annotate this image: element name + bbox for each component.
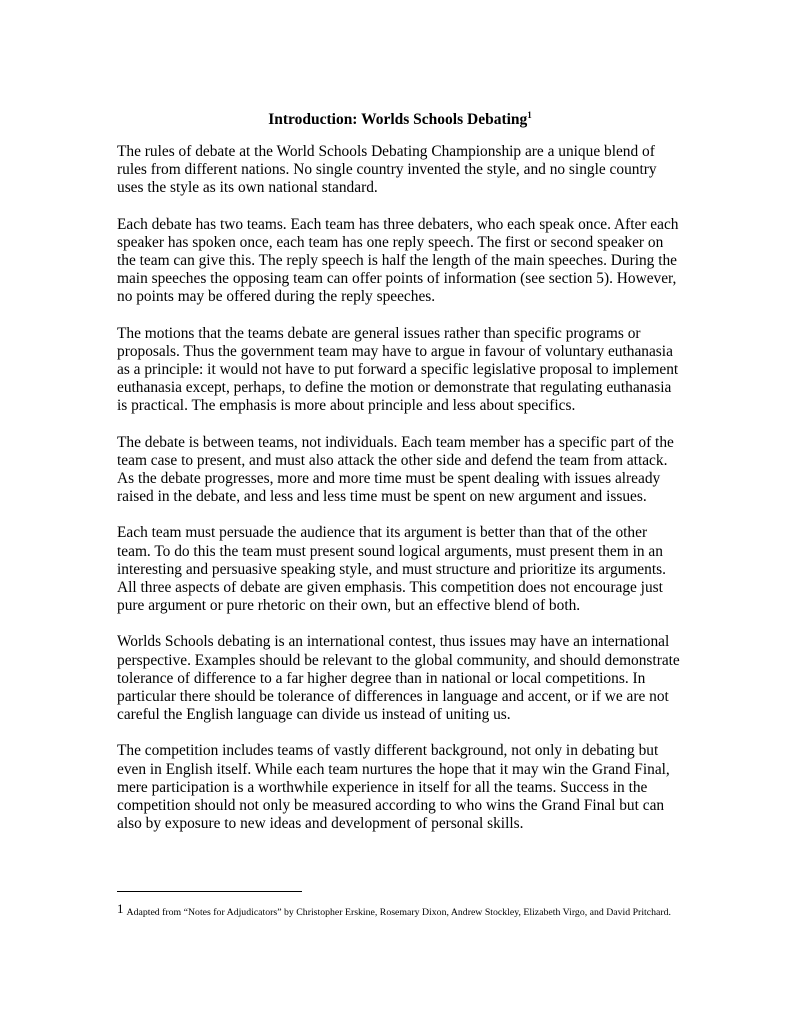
paragraph-1: The rules of debate at the World Schools Debating Championship are a unique blend of rules from different nations. No single country invented the style, and no single country uses the style as its own national standard. (117, 143, 657, 197)
document-body (117, 110, 683, 852)
footnote-mark: 1 (117, 901, 124, 916)
title-footnote-reference: 1 (527, 109, 532, 120)
paragraph-2: Each debate has two teams. Each team has three debaters, who each speak once. After each speaker has spoken once, each team has one reply speech. The first or second speaker on the team can give this. The reply speech is half the length of the main speeches. During the main speeches the opposing team can offer points of information (see section 5). However, no points may be offered during the reply speeches. (117, 215, 679, 306)
footnote-text: Adapted from “Notes for Adjudicators” by Christopher Erskine, Rosemary Dixon, Andrew Stockley, Elizabeth Virgo, and David Pritchard. (126, 907, 671, 918)
paragraph-6: Worlds Schools debating is an international contest, thus issues may have an international perspective. Examples should be relevant to the global community, and should demonstrate tolerance of difference to a far higher degree than in national or local competitions. In particular there should be tolerance of differences in language and accent, or if we are not careful the English language can divide us instead of uniting us. (117, 633, 680, 724)
footnote-separator (117, 891, 302, 892)
footnote (117, 901, 683, 920)
paragraph-4: The debate is between teams, not individuals. Each team member has a specific part of the team case to present, and must also attack the other side and defend the team from attack. As the debate progresses, more and more time must be spent dealing with issues already raised in the debate, and less and less time must be spent on new argument and issues. (117, 433, 674, 506)
document-title-text: Introduction: Worlds Schools Debating (268, 111, 528, 128)
document-title (117, 110, 683, 130)
paragraph-7: The competition includes teams of vastly different background, not only in debating but even in English itself. While each team nurtures the hope that it may win the Grand Final, mere participation is a worthwhile experience in itself for all the teams. Success in the competition should not only be measured according to who wins the Grand Final but can also by exposure to new ideas and development of personal skills. (117, 742, 670, 833)
paragraph-5: Each team must persuade the audience that its argument is better than that of the other team. To do this the team must present sound logical arguments, must present them in an interesting and persuasive speaking style, and must structure and prioritize its arguments. All three aspects of debate are given emphasis. This competition does not encourage just pure argument or pure rhetoric on their own, but an effective blend of both. (117, 524, 666, 615)
paragraph-3: The motions that the teams debate are general issues rather than specific programs or proposals. Thus the government team may have to argue in favour of voluntary euthanasia as a principle: it would not have to put forward a specific legislative proposal to implement euthanasia except, perhaps, to define the motion or demonstrate that regulating euthanasia is practical. The emphasis is more about principle and less about specifics. (117, 324, 679, 415)
